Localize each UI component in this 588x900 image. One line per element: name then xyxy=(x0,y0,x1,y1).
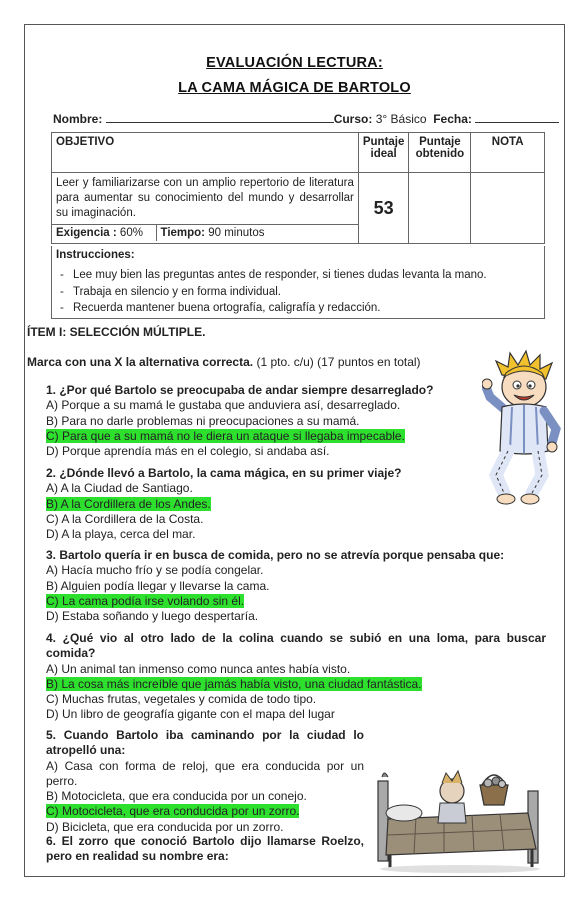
question-text: 3. Bartolo quería ir en busca de comida, pero no se atrevía porque pensaba que: xyxy=(46,548,505,562)
name-field[interactable] xyxy=(106,112,334,123)
answer-option-marked[interactable]: B) La cosa más increíble que jamás había visto, una ciudad fantástica. xyxy=(46,676,422,691)
answer-option[interactable]: D) Un libro de geografía gigante con el mapa del lugar xyxy=(46,707,335,722)
requirement-cell xyxy=(52,225,156,241)
date-field[interactable] xyxy=(475,112,559,123)
grade-cell[interactable] xyxy=(471,173,545,244)
instructions-list xyxy=(56,267,540,317)
course-label: Curso: xyxy=(333,112,373,126)
answer-option[interactable]: C) A la Cordillera de la Costa. xyxy=(46,511,204,526)
date-label: Fecha: xyxy=(433,112,472,126)
instruction-item: - Recuerda mantener buena ortografía, caligrafía y redacción. xyxy=(56,300,540,317)
boy-in-pajamas-illustration xyxy=(482,347,564,507)
obtained-score-header: Puntaje obtenido xyxy=(409,133,471,173)
answer-option-marked[interactable]: B) A la Cordillera de los Andes. xyxy=(46,496,211,511)
answer-option[interactable]: D) Porque aprendía más en el colegio, si andaba así. xyxy=(46,444,330,459)
question-3 xyxy=(46,548,504,624)
section-title: ÍTEM I: SELECCIÓN MÚLTIPLE. xyxy=(27,325,206,339)
answer-option-marked[interactable]: C) Para que a su mamá no le diera un ataque si llegaba impecable. xyxy=(46,428,405,443)
answer-option[interactable]: A) Casa con forma de reloj, que era conducida por un perro. xyxy=(46,758,364,788)
grade-header: NOTA xyxy=(471,133,545,173)
page-title: EVALUACIÓN LECTURA: xyxy=(206,55,383,71)
answer-option[interactable]: B) Para no darle problemas ni preocupaciones a su mamá. xyxy=(46,413,360,428)
question-4 xyxy=(46,631,546,723)
question-5 xyxy=(46,728,364,835)
objective-header: OBJETIVO xyxy=(52,133,359,173)
question-text: 2. ¿Dónde llevó a Bartolo, la cama mágica, en su primer viaje? xyxy=(46,466,402,480)
question-text: 6. El zorro que conoció Bartolo dijo llamarse Roelzo, pero en realidad su nombre era: xyxy=(46,834,364,864)
time-cell xyxy=(156,225,358,241)
question-6 xyxy=(46,834,364,865)
answer-option-marked[interactable]: C) La cama podía irse volando sin él. xyxy=(46,593,245,608)
name-label: Nombre: xyxy=(53,112,103,126)
time-label: Tiempo: xyxy=(160,227,206,239)
section-instruction: Marca con una X la alternativa correcta. (1 pto. c/u) (17 puntos en total) xyxy=(27,355,421,369)
bed-with-basket-illustration xyxy=(370,751,546,876)
ideal-score-header: Puntaje ideal xyxy=(358,133,409,173)
instructions-title: Instrucciones: xyxy=(56,249,135,261)
ideal-score-value: 53 xyxy=(358,173,409,244)
answer-option[interactable]: D) Estaba soñando y luego despertaría. xyxy=(46,609,259,624)
answer-option[interactable]: B) Alguien podía llegar y llevarse la cama. xyxy=(46,578,270,593)
question-text: 5. Cuando Bartolo iba caminando por la ciudad lo atropelló una: xyxy=(46,728,364,758)
page-subtitle: LA CAMA MÁGICA DE BARTOLO xyxy=(178,80,411,96)
table-header-row xyxy=(52,133,545,173)
answer-option[interactable]: A) Porque a su mamá le gustaba que anduviera así, desarreglado. xyxy=(46,398,401,413)
question-1 xyxy=(46,383,433,459)
requirement-label: Exigencia : xyxy=(56,227,117,239)
student-info-line xyxy=(53,112,553,126)
answer-option[interactable]: A) A la Ciudad de Santiago. xyxy=(46,481,193,496)
answer-option[interactable]: A) Hacía mucho frío y se podía congelar. xyxy=(46,563,264,578)
worksheet-page xyxy=(24,24,565,877)
instruction-item: - Lee muy bien las preguntas antes de responder, si tienes dudas levanta la mano. xyxy=(56,267,540,284)
answer-option[interactable]: A) Un animal tan inmenso como nunca antes había visto. xyxy=(46,661,351,676)
answer-option[interactable]: D) Bicicleta, que era conducida por un zorro. xyxy=(46,819,284,834)
answer-option-marked[interactable]: C) Motocicleta, que era conducida por un zorro. xyxy=(46,804,300,819)
course-value: 3° Básico xyxy=(375,112,427,126)
answer-option[interactable]: D) A la playa, cerca del mar. xyxy=(46,527,196,542)
instruction-item: - Trabaja en silencio y en forma individual. xyxy=(56,284,540,301)
question-text: 4. ¿Qué vio al otro lado de la colina cuando se subió en una loma, para buscar comida? xyxy=(46,631,546,661)
answer-option[interactable]: C) Muchas frutas, vegetales y comida de todo tipo. xyxy=(46,692,317,707)
objectives-table xyxy=(51,132,545,244)
requirement-value: 60% xyxy=(119,227,143,239)
objective-text: Leer y familiarizarse con un amplio repertorio de literatura para aumentar su conocimiento del mundo y desarrollar su imaginación. xyxy=(52,173,359,225)
requirement-time-cell xyxy=(52,225,359,244)
time-value: 90 minutos xyxy=(208,227,265,239)
instructions-box xyxy=(51,246,545,319)
answer-option[interactable]: B) Motocicleta, que era conducida por un conejo. xyxy=(46,789,307,804)
obtained-score-cell[interactable] xyxy=(409,173,471,244)
question-2 xyxy=(46,466,401,542)
question-text: 1. ¿Por qué Bartolo se preocupaba de andar siempre desarreglado? xyxy=(46,383,434,397)
objective-row xyxy=(52,173,545,225)
